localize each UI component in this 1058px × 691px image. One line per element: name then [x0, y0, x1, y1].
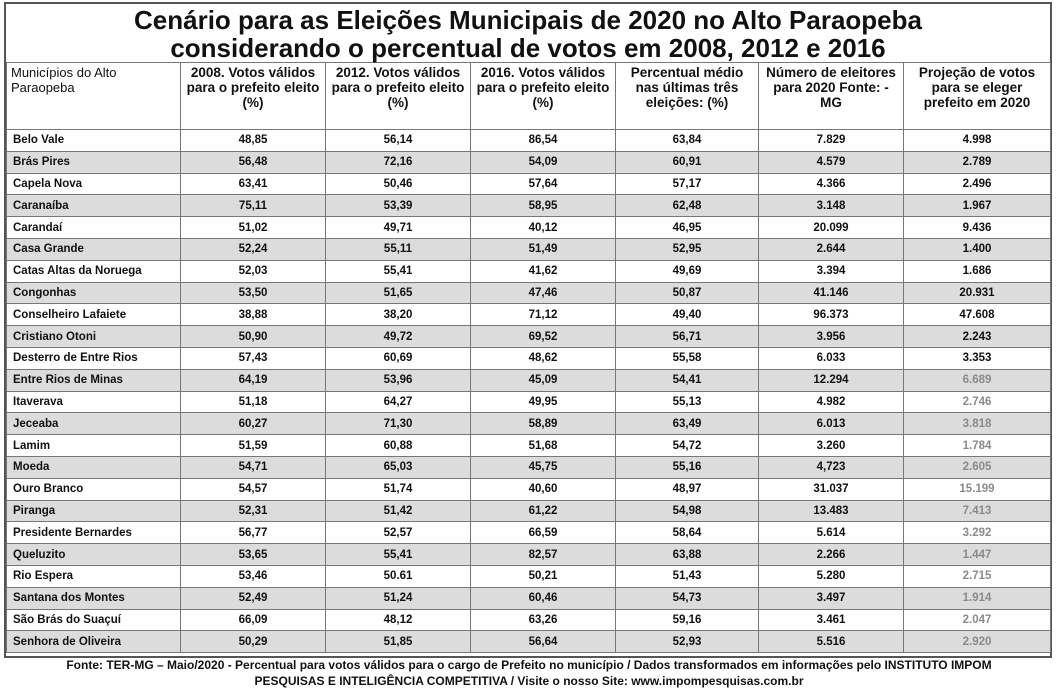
cell-projecao: 2.047	[904, 609, 1051, 631]
cell-eleitores: 5.614	[759, 522, 904, 544]
table-row	[7, 238, 1051, 260]
cell-projecao: 2.605	[904, 456, 1051, 478]
cell-media: 55,16	[616, 456, 759, 478]
cell-v2016: 60,46	[471, 587, 616, 609]
cell-v2012: 51,74	[326, 478, 471, 500]
header-2008: 2008. Votos válidos para o prefeito eleito (%)	[181, 63, 326, 130]
table-row	[7, 544, 1051, 566]
cell-eleitores: 13.483	[759, 500, 904, 522]
results-table	[6, 62, 1051, 653]
cell-projecao: 9.436	[904, 217, 1051, 239]
cell-v2012: 53,39	[326, 195, 471, 217]
header-row	[7, 63, 1051, 130]
table-body	[7, 130, 1051, 653]
cell-eleitores: 4,723	[759, 456, 904, 478]
table-row	[7, 587, 1051, 609]
table-row	[7, 631, 1051, 653]
cell-v2012: 38,20	[326, 304, 471, 326]
cell-projecao: 2.920	[904, 631, 1051, 653]
table-row	[7, 500, 1051, 522]
cell-municipio: Piranga	[7, 500, 181, 522]
cell-projecao: 2.715	[904, 565, 1051, 587]
cell-projecao: 2.746	[904, 391, 1051, 413]
cell-media: 57,17	[616, 173, 759, 195]
cell-v2012: 51,24	[326, 587, 471, 609]
cell-municipio: Capela Nova	[7, 173, 181, 195]
cell-media: 59,16	[616, 609, 759, 631]
cell-v2012: 64,27	[326, 391, 471, 413]
cell-v2012: 51,65	[326, 282, 471, 304]
cell-media: 58,64	[616, 522, 759, 544]
cell-v2016: 82,57	[471, 544, 616, 566]
cell-v2012: 53,96	[326, 369, 471, 391]
cell-eleitores: 3.497	[759, 587, 904, 609]
cell-v2008: 50,29	[181, 631, 326, 653]
cell-eleitores: 6.013	[759, 413, 904, 435]
cell-v2008: 56,77	[181, 522, 326, 544]
cell-media: 52,93	[616, 631, 759, 653]
cell-v2016: 69,52	[471, 326, 616, 348]
header-municipio: Municípios do Alto Paraopeba	[7, 63, 181, 130]
cell-municipio: Carandaí	[7, 217, 181, 239]
cell-v2012: 48,12	[326, 609, 471, 631]
cell-eleitores: 31.037	[759, 478, 904, 500]
cell-media: 49,40	[616, 304, 759, 326]
cell-projecao: 47.608	[904, 304, 1051, 326]
cell-media: 54,73	[616, 587, 759, 609]
cell-v2016: 54,09	[471, 151, 616, 173]
cell-municipio: Lamim	[7, 435, 181, 457]
cell-v2016: 47,46	[471, 282, 616, 304]
cell-eleitores: 5.280	[759, 565, 904, 587]
cell-v2012: 51,85	[326, 631, 471, 653]
cell-v2016: 58,95	[471, 195, 616, 217]
cell-municipio: Conselheiro Lafaiete	[7, 304, 181, 326]
cell-eleitores: 3.956	[759, 326, 904, 348]
cell-v2016: 66,59	[471, 522, 616, 544]
cell-v2016: 71,12	[471, 304, 616, 326]
cell-v2008: 56,48	[181, 151, 326, 173]
cell-eleitores: 2.644	[759, 238, 904, 260]
cell-v2008: 63,41	[181, 173, 326, 195]
cell-v2008: 51,02	[181, 217, 326, 239]
table-row	[7, 435, 1051, 457]
cell-eleitores: 4.579	[759, 151, 904, 173]
cell-v2012: 49,71	[326, 217, 471, 239]
cell-v2016: 86,54	[471, 130, 616, 152]
table-row	[7, 260, 1051, 282]
table-row	[7, 478, 1051, 500]
cell-v2012: 56,14	[326, 130, 471, 152]
cell-media: 54,41	[616, 369, 759, 391]
cell-v2008: 51,59	[181, 435, 326, 457]
cell-v2012: 50.61	[326, 565, 471, 587]
cell-v2016: 57,64	[471, 173, 616, 195]
cell-municipio: Moeda	[7, 456, 181, 478]
cell-projecao: 7.413	[904, 500, 1051, 522]
cell-media: 62,48	[616, 195, 759, 217]
cell-media: 50,87	[616, 282, 759, 304]
cell-projecao: 1.914	[904, 587, 1051, 609]
cell-v2008: 75,11	[181, 195, 326, 217]
cell-eleitores: 3.394	[759, 260, 904, 282]
cell-municipio: Santana dos Montes	[7, 587, 181, 609]
table-row	[7, 456, 1051, 478]
footer-line-1: Fonte: TER-MG – Maio/2020 - Percentual para votos válidos para o cargo de Prefeito no município / Dados transformados em informações pelo INSTITUTO IMPOM	[66, 658, 992, 672]
cell-media: 63,49	[616, 413, 759, 435]
cell-v2012: 55,11	[326, 238, 471, 260]
cell-v2016: 51,68	[471, 435, 616, 457]
cell-v2008: 51,18	[181, 391, 326, 413]
cell-eleitores: 3.260	[759, 435, 904, 457]
cell-projecao: 2.789	[904, 151, 1051, 173]
cell-municipio: Senhora de Oliveira	[7, 631, 181, 653]
table-row	[7, 151, 1051, 173]
cell-v2008: 66,09	[181, 609, 326, 631]
cell-media: 46,95	[616, 217, 759, 239]
table-row	[7, 347, 1051, 369]
cell-v2012: 50,46	[326, 173, 471, 195]
cell-municipio: Rio Espera	[7, 565, 181, 587]
table-row	[7, 391, 1051, 413]
header-2012: 2012. Votos válidos para o prefeito eleito (%)	[326, 63, 471, 130]
cell-v2008: 48,85	[181, 130, 326, 152]
title-line-2: considerando o percentual de votos em 2008, 2012 e 2016	[170, 33, 886, 63]
cell-v2012: 51,42	[326, 500, 471, 522]
footer-source	[0, 657, 1058, 689]
header-2016: 2016. Votos válidos para o prefeito eleito (%)	[471, 63, 616, 130]
cell-v2008: 53,46	[181, 565, 326, 587]
cell-v2016: 49,95	[471, 391, 616, 413]
page-title	[6, 4, 1050, 62]
cell-v2016: 40,12	[471, 217, 616, 239]
cell-municipio: Congonhas	[7, 282, 181, 304]
cell-municipio: Belo Vale	[7, 130, 181, 152]
table-row	[7, 173, 1051, 195]
cell-v2016: 45,75	[471, 456, 616, 478]
header-media: Percentual médio nas últimas três eleições: (%)	[616, 63, 759, 130]
cell-v2016: 41,62	[471, 260, 616, 282]
cell-eleitores: 3.148	[759, 195, 904, 217]
cell-v2012: 55,41	[326, 260, 471, 282]
cell-media: 54,98	[616, 500, 759, 522]
cell-projecao: 1.686	[904, 260, 1051, 282]
cell-municipio: Casa Grande	[7, 238, 181, 260]
cell-media: 63,88	[616, 544, 759, 566]
title-line-1: Cenário para as Eleições Municipais de 2020 no Alto Paraopeba	[134, 5, 922, 35]
header-eleitores: Número de eleitores para 2020 Fonte: -MG	[759, 63, 904, 130]
cell-eleitores: 6.033	[759, 347, 904, 369]
cell-municipio: Entre Rios de Minas	[7, 369, 181, 391]
cell-v2008: 54,71	[181, 456, 326, 478]
cell-municipio: Jeceaba	[7, 413, 181, 435]
table-row	[7, 326, 1051, 348]
cell-media: 55,13	[616, 391, 759, 413]
cell-v2008: 57,43	[181, 347, 326, 369]
cell-projecao: 20.931	[904, 282, 1051, 304]
cell-projecao: 4.998	[904, 130, 1051, 152]
cell-municipio: São Brás do Suaçuí	[7, 609, 181, 631]
cell-v2016: 40,60	[471, 478, 616, 500]
cell-v2008: 52,49	[181, 587, 326, 609]
cell-municipio: Cristiano Otoni	[7, 326, 181, 348]
cell-eleitores: 41.146	[759, 282, 904, 304]
cell-projecao: 3.818	[904, 413, 1051, 435]
cell-projecao: 1.400	[904, 238, 1051, 260]
cell-v2008: 53,65	[181, 544, 326, 566]
cell-projecao: 3.292	[904, 522, 1051, 544]
cell-eleitores: 3.461	[759, 609, 904, 631]
cell-v2008: 50,90	[181, 326, 326, 348]
table-row	[7, 609, 1051, 631]
table-row	[7, 282, 1051, 304]
cell-municipio: Brás Pires	[7, 151, 181, 173]
cell-v2016: 56,64	[471, 631, 616, 653]
cell-projecao: 2.243	[904, 326, 1051, 348]
table-row	[7, 217, 1051, 239]
cell-v2016: 51,49	[471, 238, 616, 260]
cell-media: 60,91	[616, 151, 759, 173]
cell-media: 63,84	[616, 130, 759, 152]
cell-v2016: 45,09	[471, 369, 616, 391]
cell-projecao: 6.689	[904, 369, 1051, 391]
table-row	[7, 369, 1051, 391]
cell-eleitores: 4.982	[759, 391, 904, 413]
cell-v2016: 61,22	[471, 500, 616, 522]
table-row	[7, 413, 1051, 435]
cell-v2012: 72,16	[326, 151, 471, 173]
cell-v2008: 53,50	[181, 282, 326, 304]
table-row	[7, 195, 1051, 217]
cell-media: 51,43	[616, 565, 759, 587]
cell-municipio: Queluzito	[7, 544, 181, 566]
table-row	[7, 565, 1051, 587]
cell-v2008: 54,57	[181, 478, 326, 500]
cell-projecao: 1.784	[904, 435, 1051, 457]
cell-media: 54,72	[616, 435, 759, 457]
cell-eleitores: 2.266	[759, 544, 904, 566]
cell-v2008: 52,24	[181, 238, 326, 260]
cell-media: 49,69	[616, 260, 759, 282]
cell-v2016: 63,26	[471, 609, 616, 631]
cell-media: 52,95	[616, 238, 759, 260]
table-row	[7, 522, 1051, 544]
table-frame	[4, 2, 1052, 658]
cell-eleitores: 4.366	[759, 173, 904, 195]
cell-municipio: Itaverava	[7, 391, 181, 413]
footer-line-2: PESQUISAS E INTELIGÊNCIA COMPETITIVA / Visite o nosso Site: www.impompesquisas.com.br	[254, 674, 804, 688]
cell-media: 56,71	[616, 326, 759, 348]
cell-municipio: Caranaíba	[7, 195, 181, 217]
cell-v2012: 65,03	[326, 456, 471, 478]
cell-municipio: Presidente Bernardes	[7, 522, 181, 544]
cell-eleitores: 5.516	[759, 631, 904, 653]
cell-municipio: Desterro de Entre Rios	[7, 347, 181, 369]
table-row	[7, 304, 1051, 326]
cell-projecao: 1.447	[904, 544, 1051, 566]
cell-v2012: 49,72	[326, 326, 471, 348]
cell-v2008: 52,31	[181, 500, 326, 522]
cell-v2008: 64,19	[181, 369, 326, 391]
cell-v2008: 38,88	[181, 304, 326, 326]
cell-municipio: Ouro Branco	[7, 478, 181, 500]
cell-municipio: Catas Altas da Noruega	[7, 260, 181, 282]
cell-projecao: 15.199	[904, 478, 1051, 500]
cell-v2012: 52,57	[326, 522, 471, 544]
cell-v2008: 60,27	[181, 413, 326, 435]
cell-v2016: 58,89	[471, 413, 616, 435]
cell-media: 48,97	[616, 478, 759, 500]
cell-v2016: 50,21	[471, 565, 616, 587]
cell-eleitores: 96.373	[759, 304, 904, 326]
cell-projecao: 2.496	[904, 173, 1051, 195]
cell-v2012: 71,30	[326, 413, 471, 435]
cell-eleitores: 12.294	[759, 369, 904, 391]
cell-v2016: 48,62	[471, 347, 616, 369]
header-projecao: Projeção de votos para se eleger prefeito em 2020	[904, 63, 1051, 130]
cell-media: 55,58	[616, 347, 759, 369]
cell-v2012: 60,69	[326, 347, 471, 369]
cell-v2008: 52,03	[181, 260, 326, 282]
cell-eleitores: 7.829	[759, 130, 904, 152]
cell-eleitores: 20.099	[759, 217, 904, 239]
cell-projecao: 3.353	[904, 347, 1051, 369]
cell-v2012: 60,88	[326, 435, 471, 457]
cell-v2012: 55,41	[326, 544, 471, 566]
table-row	[7, 130, 1051, 152]
cell-projecao: 1.967	[904, 195, 1051, 217]
